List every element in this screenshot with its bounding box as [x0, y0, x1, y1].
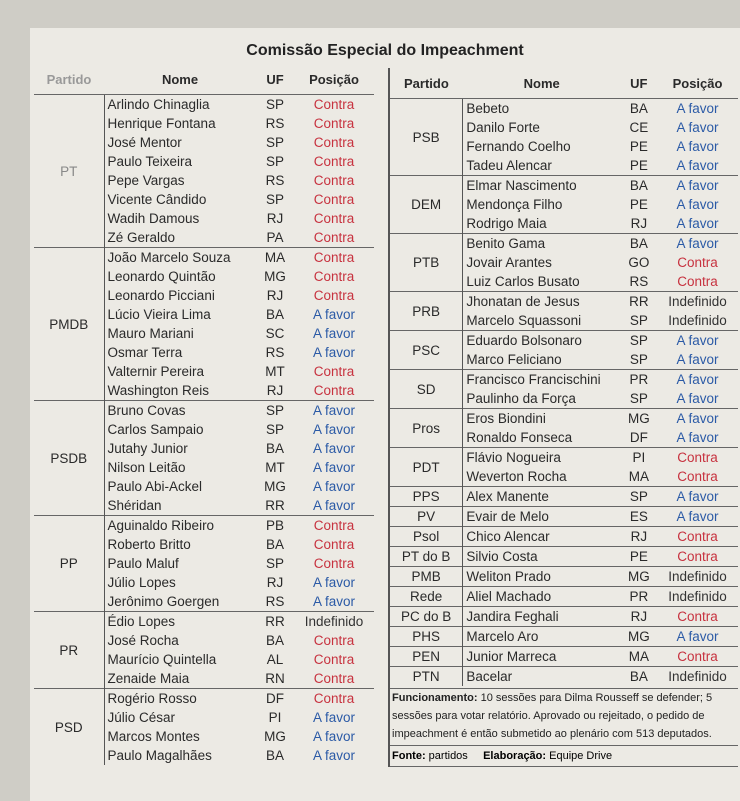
uf-cell: AL	[266, 652, 284, 667]
uf-cell: BA	[265, 633, 284, 648]
position-cell: A favor	[312, 460, 356, 475]
page-title: Comissão Especial do Impeachment	[246, 42, 524, 59]
uf-cell: SP	[621, 487, 657, 507]
name-cell: Junior Marreca	[463, 647, 621, 667]
position-cell: A favor	[657, 487, 738, 507]
name-cell: Jhonatan de Jesus	[463, 292, 621, 312]
table-row	[390, 370, 738, 390]
position-cell: A favor	[657, 234, 738, 254]
uf-cell: BA	[265, 748, 284, 763]
header-nome: Nome	[104, 64, 256, 95]
header-partido: Partido	[390, 68, 463, 99]
uf-cell: RS	[629, 274, 649, 289]
party-cell: PC do B	[390, 607, 463, 627]
name-cell: Paulo Abi-Ackel	[107, 479, 203, 494]
uf-cell: RS	[265, 345, 285, 360]
party-cell: Rede	[390, 587, 463, 607]
position-cell: A favor	[312, 345, 356, 360]
uf-cell: SP	[629, 391, 648, 406]
uf-cell: MG	[621, 409, 657, 429]
name-cell: Marco Feliciano	[466, 352, 562, 367]
uf-cell: PE	[629, 197, 648, 212]
position-cell: Contra	[677, 255, 718, 270]
table-row	[390, 667, 738, 687]
position-cell: Indefinido	[657, 587, 738, 607]
name-cell: Pepe Vargas	[107, 173, 185, 188]
position-cell: A favor	[676, 139, 719, 154]
party-cell: PEN	[390, 647, 463, 667]
header-posicao: Posição	[294, 64, 374, 95]
name-cell: Arlindo Chinaglia	[107, 97, 210, 112]
uf-cell: BA	[265, 307, 284, 322]
uf-cell: RJ	[630, 216, 648, 231]
uf-cell: RN	[265, 671, 285, 686]
uf-cell: PA	[266, 230, 284, 245]
name-cell: Leonardo Quintão	[107, 269, 216, 284]
party-cell: PDT	[390, 448, 463, 487]
party-cell: PTN	[390, 667, 463, 687]
uf-cell: RR	[621, 292, 657, 312]
party-cell: Psol	[390, 527, 463, 547]
right-column	[388, 68, 738, 767]
position-cell: A favor	[657, 409, 738, 429]
name-cell: Silvio Costa	[463, 547, 621, 567]
party-cell: PP	[34, 516, 104, 612]
name-cell: Carlos Sampaio	[107, 422, 204, 437]
position-cell: Contra	[657, 527, 738, 547]
table-row	[390, 507, 738, 527]
position-cell: A favor	[676, 430, 719, 445]
position-cell: Contra	[313, 383, 355, 398]
position-cell: Contra	[657, 607, 738, 627]
name-cell: Rogério Rosso	[104, 689, 256, 709]
uf-cell: PB	[256, 516, 294, 536]
position-cell: Contra	[313, 192, 355, 207]
uf-cell: SP	[265, 556, 284, 571]
name-cell: Marcelo Squassoni	[466, 313, 582, 328]
document-page	[30, 28, 740, 801]
footnote-text: 10 sessões para Dilma Rousseff se defender; 5 sessões para votar relatório. Aprovado ou rejeitado, o pedido de impeachment é então submetido ao plenário com 513 deputados.	[392, 692, 713, 740]
name-cell: João Marcelo Souza	[104, 248, 256, 268]
uf-cell: RS	[265, 594, 285, 609]
uf-cell: GO	[628, 255, 650, 270]
uf-cell: SP	[265, 422, 284, 437]
position-cell: A favor	[657, 176, 738, 196]
name-cell: Henrique Fontana	[107, 116, 216, 131]
position-cell: A favor	[312, 307, 356, 322]
party-cell: PTB	[390, 234, 463, 292]
uf-cell: MA	[621, 647, 657, 667]
name-cell: Evair de Melo	[463, 507, 621, 527]
party-cell: Pros	[390, 409, 463, 448]
name-cell: Ronaldo Fonseca	[466, 430, 573, 445]
position-cell: A favor	[312, 748, 356, 763]
uf-cell: MT	[265, 460, 285, 475]
header-nome: Nome	[463, 68, 621, 99]
name-cell: Shéridan	[107, 498, 162, 513]
uf-cell: BA	[621, 176, 657, 196]
header-uf: UF	[621, 68, 657, 99]
uf-cell: RJ	[266, 575, 284, 590]
name-cell: Wadih Damous	[107, 211, 200, 226]
members-table-left	[34, 64, 374, 765]
table-row	[390, 292, 738, 312]
header-row	[34, 64, 374, 95]
uf-cell: MG	[264, 479, 286, 494]
table-row	[34, 401, 374, 421]
position-cell: Contra	[313, 633, 355, 648]
table-row	[390, 547, 738, 567]
name-cell: Eduardo Bolsonaro	[463, 331, 621, 351]
table-row	[34, 516, 374, 536]
name-cell: Osmar Terra	[107, 345, 183, 360]
position-cell: Contra	[657, 647, 738, 667]
name-cell: Mendonça Filho	[466, 197, 563, 212]
name-cell: Francisco Francischini	[463, 370, 621, 390]
table-row	[34, 689, 374, 709]
uf-cell: BA	[265, 537, 284, 552]
table-row	[390, 567, 738, 587]
uf-cell: PE	[629, 139, 648, 154]
uf-cell: RJ	[266, 211, 284, 226]
header-uf: UF	[256, 64, 294, 95]
uf-cell: BA	[629, 101, 648, 116]
position-cell: Contra	[313, 154, 355, 169]
source-label: Fonte:	[392, 750, 426, 762]
name-cell: Chico Alencar	[463, 527, 621, 547]
name-cell: Tadeu Alencar	[466, 158, 552, 173]
position-cell: A favor	[657, 331, 738, 351]
party-cell: PSD	[34, 689, 104, 766]
position-cell: A favor	[312, 575, 356, 590]
uf-cell: BA	[621, 234, 657, 254]
name-cell: Zé Geraldo	[107, 230, 176, 245]
party-cell: PR	[34, 612, 104, 689]
members-table-right	[390, 68, 738, 686]
position-cell: A favor	[676, 120, 719, 135]
uf-cell: BA	[621, 667, 657, 687]
position-cell: Indefinido	[657, 667, 738, 687]
footnote	[390, 688, 738, 743]
uf-cell: PI	[621, 448, 657, 468]
party-cell: SD	[390, 370, 463, 409]
name-cell: Jandira Feghali	[463, 607, 621, 627]
elaboration-value: Equipe Drive	[546, 750, 613, 762]
position-cell: Contra	[294, 689, 374, 709]
name-cell: Jutahy Junior	[107, 441, 188, 456]
party-cell: PV	[390, 507, 463, 527]
table-row	[390, 527, 738, 547]
name-cell: Paulo Teixeira	[107, 154, 193, 169]
name-cell: Washington Reis	[107, 383, 210, 398]
position-cell: Indefinido	[294, 612, 374, 632]
uf-cell: SP	[629, 352, 648, 367]
party-cell: PSDB	[34, 401, 104, 516]
uf-cell: MA	[256, 248, 294, 268]
uf-cell: RS	[265, 116, 285, 131]
name-cell: Weliton Prado	[463, 567, 621, 587]
party-cell: PHS	[390, 627, 463, 647]
party-cell: PMDB	[34, 248, 104, 401]
uf-cell: SP	[621, 331, 657, 351]
table-row	[390, 448, 738, 468]
uf-cell: DF	[629, 430, 648, 445]
party-cell: PMB	[390, 567, 463, 587]
position-cell: A favor	[676, 158, 719, 173]
position-cell: Contra	[313, 211, 355, 226]
position-cell: Indefinido	[657, 292, 738, 312]
name-cell: Eros Biondini	[463, 409, 621, 429]
name-cell: Aliel Machado	[463, 587, 621, 607]
name-cell: Júlio César	[107, 710, 176, 725]
position-cell: A favor	[676, 101, 719, 116]
position-cell: A favor	[294, 401, 374, 421]
uf-cell: RJ	[621, 607, 657, 627]
position-cell: A favor	[312, 479, 356, 494]
uf-cell: PR	[621, 370, 657, 390]
table-row	[390, 176, 738, 196]
header-partido: Partido	[34, 64, 104, 95]
position-cell: Contra	[313, 671, 355, 686]
position-cell: Contra	[657, 547, 738, 567]
table-row	[390, 331, 738, 351]
name-cell: Bacelar	[463, 667, 621, 687]
elaboration-label: Elaboração:	[483, 750, 547, 762]
uf-cell: SP	[265, 135, 284, 150]
party-cell: PRB	[390, 292, 463, 331]
name-cell: Fernando Coelho	[466, 139, 571, 154]
position-cell: A favor	[676, 197, 719, 212]
uf-cell: PR	[621, 587, 657, 607]
name-cell: Nilson Leitão	[107, 460, 186, 475]
name-cell: Rodrigo Maia	[466, 216, 547, 231]
position-cell: A favor	[312, 441, 356, 456]
name-cell: Lúcio Vieira Lima	[107, 307, 211, 322]
uf-cell: MT	[265, 364, 285, 379]
name-cell: Danilo Forte	[466, 120, 540, 135]
uf-cell: RJ	[266, 383, 284, 398]
source-value: partidos	[425, 750, 468, 762]
uf-cell: MA	[628, 469, 649, 484]
name-cell: Elmar Nascimento	[463, 176, 621, 196]
name-cell: Marcelo Aro	[463, 627, 621, 647]
position-cell: Contra	[313, 288, 355, 303]
uf-cell: SP	[256, 401, 294, 421]
uf-cell: SP	[265, 97, 284, 112]
name-cell: Vicente Cândido	[107, 192, 207, 207]
name-cell: Leonardo Picciani	[107, 288, 215, 303]
name-cell: Luiz Carlos Busato	[466, 274, 580, 289]
position-cell: Contra	[313, 116, 355, 131]
uf-cell: RJ	[621, 527, 657, 547]
uf-cell: PE	[629, 158, 648, 173]
uf-cell: BA	[265, 441, 284, 456]
table-row	[390, 409, 738, 429]
name-cell: Roberto Britto	[107, 537, 191, 552]
table-row	[390, 627, 738, 647]
name-cell: Zenaide Maia	[107, 671, 190, 686]
name-cell: Júlio Lopes	[107, 575, 176, 590]
name-cell: Alex Manente	[463, 487, 621, 507]
table-row	[390, 99, 738, 119]
position-cell: A favor	[676, 391, 719, 406]
position-cell: A favor	[676, 352, 719, 367]
table-row	[34, 248, 374, 268]
name-cell: Paulo Maluf	[107, 556, 179, 571]
name-cell: Weverton Rocha	[466, 469, 567, 484]
position-cell: Contra	[313, 652, 355, 667]
table-row	[390, 487, 738, 507]
uf-cell: SP	[629, 313, 648, 328]
party-cell: DEM	[390, 176, 463, 234]
position-cell: Contra	[313, 269, 355, 284]
uf-cell: RS	[265, 173, 285, 188]
name-cell: Bebeto	[466, 101, 510, 116]
uf-cell: MG	[621, 567, 657, 587]
position-cell: A favor	[312, 422, 356, 437]
uf-cell: MG	[264, 269, 286, 284]
position-cell: Contra	[313, 135, 355, 150]
table-row	[390, 234, 738, 254]
position-cell: Indefinido	[668, 313, 727, 328]
position-cell: Contra	[313, 173, 355, 188]
position-cell: Contra	[294, 516, 374, 536]
name-cell: Édio Lopes	[104, 612, 256, 632]
position-cell: A favor	[676, 216, 719, 231]
uf-cell: RJ	[266, 288, 284, 303]
uf-cell: SP	[265, 192, 284, 207]
party-cell: PSC	[390, 331, 463, 370]
name-cell: Aguinaldo Ribeiro	[104, 516, 256, 536]
name-cell: José Rocha	[107, 633, 179, 648]
position-cell: Contra	[313, 364, 355, 379]
position-cell: Contra	[657, 448, 738, 468]
header-row	[390, 68, 738, 99]
position-cell: A favor	[657, 627, 738, 647]
uf-cell: RR	[265, 498, 285, 513]
position-cell: Contra	[313, 537, 355, 552]
name-cell: Marcos Montes	[107, 729, 200, 744]
uf-cell: PE	[621, 547, 657, 567]
position-cell: A favor	[657, 507, 738, 527]
name-cell: Bruno Covas	[104, 401, 256, 421]
table-row	[390, 647, 738, 667]
name-cell: José Mentor	[107, 135, 182, 150]
name-cell: Flávio Nogueira	[463, 448, 621, 468]
table-row	[34, 612, 374, 632]
uf-cell: DF	[256, 689, 294, 709]
uf-cell: SP	[265, 154, 284, 169]
name-cell: Jovair Arantes	[466, 255, 552, 270]
position-cell: Contra	[313, 97, 355, 112]
uf-cell: MG	[621, 627, 657, 647]
name-cell: Maurício Quintella	[107, 652, 217, 667]
uf-cell: ES	[621, 507, 657, 527]
header-posicao: Posição	[657, 68, 738, 99]
name-cell: Benito Gama	[463, 234, 621, 254]
party-cell: PPS	[390, 487, 463, 507]
uf-cell: RR	[256, 612, 294, 632]
footnote-label: Funcionamento:	[392, 692, 478, 704]
position-cell: Indefinido	[657, 567, 738, 587]
position-cell: Contra	[677, 274, 718, 289]
position-cell: A favor	[312, 594, 356, 609]
party-cell: PSB	[390, 99, 463, 176]
source-line	[390, 745, 738, 767]
name-cell: Mauro Mariani	[107, 326, 194, 341]
position-cell: A favor	[312, 710, 356, 725]
uf-cell: MG	[264, 729, 286, 744]
uf-cell: CE	[629, 120, 649, 135]
table-row	[390, 587, 738, 607]
name-cell: Paulo Magalhães	[107, 748, 212, 763]
position-cell: Contra	[313, 556, 355, 571]
position-cell: A favor	[312, 498, 356, 513]
position-cell: A favor	[312, 326, 356, 341]
uf-cell: PI	[268, 710, 282, 725]
uf-cell: SC	[265, 326, 285, 341]
table-row	[34, 95, 374, 115]
party-cell: PT	[34, 95, 104, 248]
name-cell: Valternir Pereira	[107, 364, 205, 379]
position-cell: A favor	[312, 729, 356, 744]
position-cell: Contra	[294, 248, 374, 268]
position-cell: A favor	[657, 370, 738, 390]
party-cell: PT do B	[390, 547, 463, 567]
name-cell: Jerônimo Goergen	[107, 594, 220, 609]
position-cell: Contra	[313, 230, 355, 245]
position-cell: Contra	[677, 469, 718, 484]
table-row	[390, 607, 738, 627]
name-cell: Paulinho da Força	[466, 391, 576, 406]
